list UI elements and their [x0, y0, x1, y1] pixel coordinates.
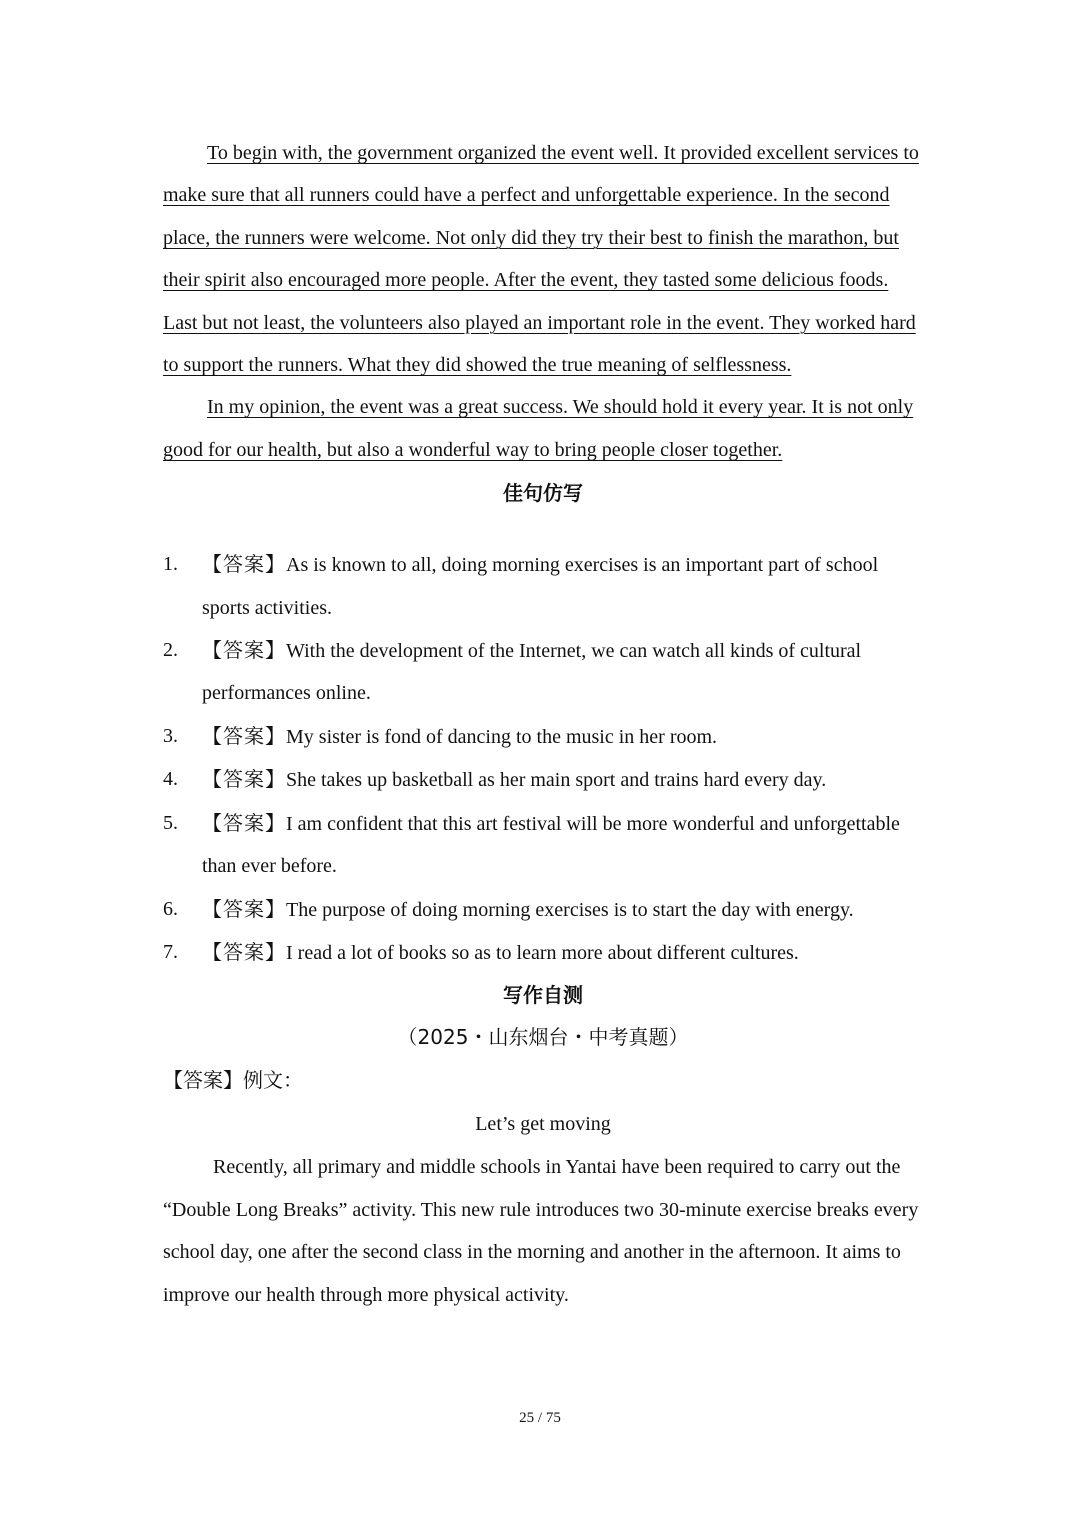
answer-text: She takes up basketball as her main sport and trains hard every day.: [286, 769, 827, 792]
sample-answer-label-text: 【答案】例文：: [163, 1068, 303, 1093]
answer-text: I read a lot of books so as to learn more about different cultures.: [286, 941, 799, 964]
list-item: [163, 888, 923, 931]
item-number: 5.: [163, 811, 178, 834]
answer-list: [163, 543, 923, 974]
item-number: 2.: [163, 639, 178, 662]
essay-title: Let’s get moving: [475, 1113, 611, 1136]
section-heading-sentence-practice: 佳句仿写: [503, 481, 583, 506]
answer-text: The purpose of doing morning exercises is to start the day with energy.: [286, 898, 854, 921]
model-essay-ending: [163, 132, 923, 471]
exam-source: [163, 1016, 923, 1059]
essay-conclusion-paragraph: In my opinion, the event was a great success. We should hold it every year. It is not only good for our health, but also a wonderful way to bring people closer together.: [163, 396, 914, 461]
item-number: 6.: [163, 897, 178, 920]
answer-text: My sister is fond of dancing to the music in her room.: [286, 725, 718, 748]
list-item: [163, 629, 923, 715]
item-number: 3.: [163, 724, 178, 747]
answer-tag: 【答案】: [202, 939, 286, 964]
answer-tag: 【答案】: [202, 767, 286, 792]
sample-answer-label: [163, 1059, 923, 1102]
answer-text: As is known to all, doing morning exercises is an important part of school sports activities.: [202, 554, 879, 619]
essay-paragraph: Recently, all primary and middle schools in Yantai have been required to carry out the “Double Long Breaks” activity. This new rule introduces two 30-minute exercise breaks every school day, one after the second class in the morning and another in the afternoon. It aims to improve our health through more physical activity.: [163, 1156, 919, 1306]
section-heading-writing-self-test: 写作自测: [503, 983, 583, 1008]
answer-tag: 【答案】: [202, 723, 286, 748]
answer-tag: 【答案】: [202, 638, 286, 663]
item-number: 4.: [163, 768, 178, 791]
exam-source-text: （2025・山东烟台・中考真题）: [397, 1025, 689, 1050]
answer-text: With the development of the Internet, we can watch all kinds of cultural performances online.: [202, 640, 862, 705]
item-number: 7.: [163, 940, 178, 963]
list-item: [163, 758, 923, 801]
answer-tag: 【答案】: [202, 896, 286, 921]
answer-text: I am confident that this art festival will be more wonderful and unforgettable than ever before.: [202, 812, 900, 878]
page-number: 25 / 75: [519, 1410, 561, 1426]
answer-tag: 【答案】: [202, 810, 286, 835]
list-item: [163, 715, 923, 758]
list-item: [163, 931, 923, 974]
list-item: [163, 802, 923, 888]
sample-essay: [163, 1146, 923, 1316]
list-item: [163, 543, 923, 629]
document-page: [163, 132, 923, 1316]
item-number: 1.: [163, 553, 178, 576]
essay-body-paragraph: To begin with, the government organized the event well. It provided excellent services to make sure that all runners could have a perfect and unforgettable experience. In the second place, the runners were welcome. Not only did they try their best to finish the marathon, but their spirit also encouraged more people. After the event, they tasted some delicious foods. Last but not least, the volunteers also played an important role in the event. They worked hard to support the runners. What they did showed the true meaning of selflessness.: [163, 142, 919, 377]
answer-tag: 【答案】: [202, 552, 286, 577]
